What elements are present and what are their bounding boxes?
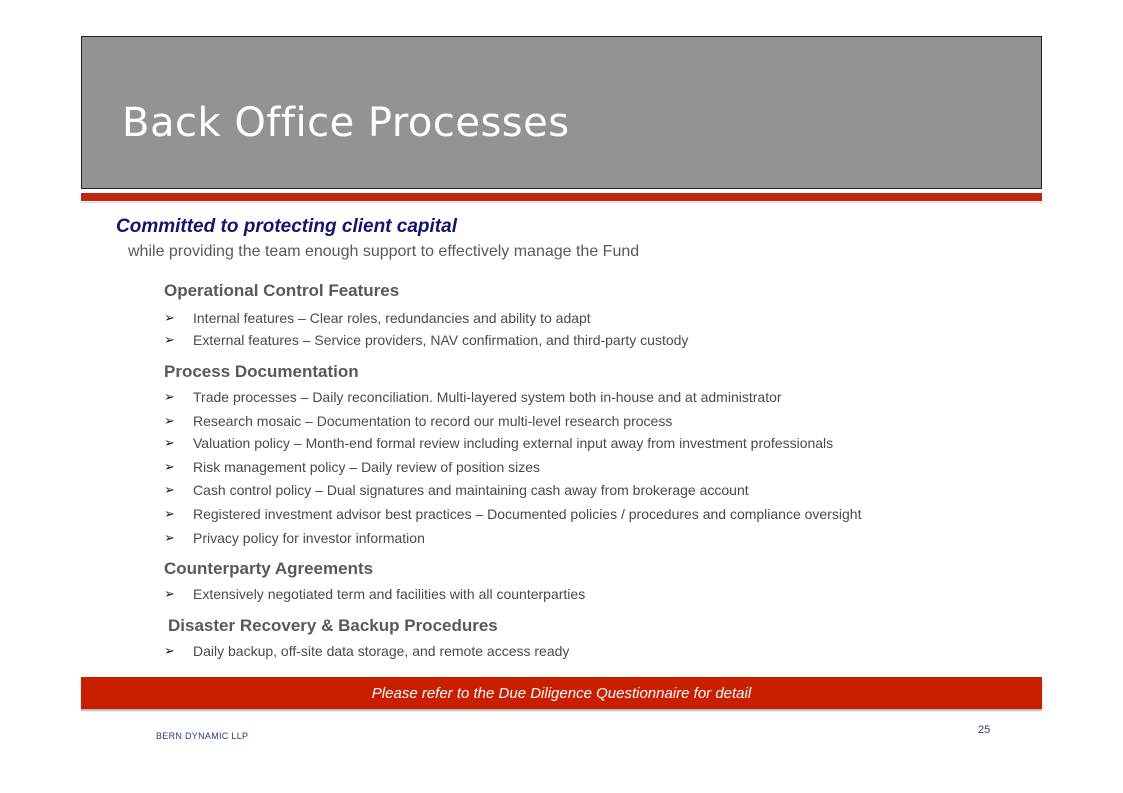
- list-item: [164, 504, 861, 524]
- bullet-text: Extensively negotiated term and facilities with all counterparties: [193, 586, 586, 602]
- footer-note: Please refer to the Due Diligence Questionnaire for detail: [371, 684, 752, 702]
- page-number: 25: [978, 724, 991, 736]
- bullet-text: Valuation policy – Month-end formal review including external input away from investment professionals: [193, 435, 834, 451]
- arrow-bullet-icon: ➢: [164, 310, 175, 325]
- list-item: [164, 387, 782, 407]
- list-item: [164, 457, 540, 477]
- section-title-counterparty-agreements: Counterparty Agreements: [164, 559, 374, 578]
- bullet-text: Risk management policy – Daily review of position sizes: [193, 459, 541, 475]
- section-title-disaster-recovery: Disaster Recovery & Backup Procedures: [168, 616, 498, 635]
- bullet-text: Internal features – Clear roles, redundancies and ability to adapt: [193, 310, 591, 326]
- arrow-bullet-icon: ➢: [164, 482, 175, 497]
- footer-note-bar: [81, 677, 1042, 709]
- list-item: [164, 528, 425, 548]
- arrow-bullet-icon: ➢: [164, 459, 175, 474]
- bullet-text: Research mosaic – Documentation to record our multi-level research process: [193, 413, 673, 429]
- list-item: [164, 330, 688, 350]
- arrow-bullet-icon: ➢: [164, 506, 175, 521]
- list-item: [164, 308, 591, 328]
- bullet-text: External features – Service providers, NAV confirmation, and third-party custody: [193, 332, 689, 348]
- bullet-text: Trade processes – Daily reconciliation. Multi-layered system both in-house and at administrator: [193, 389, 782, 405]
- title-divider-grey: [81, 202, 1042, 203]
- arrow-bullet-icon: ➢: [164, 643, 175, 658]
- arrow-bullet-icon: ➢: [164, 530, 175, 545]
- list-item: [164, 480, 749, 500]
- subheadline: while providing the team enough support to effectively manage the Fund: [128, 243, 640, 260]
- title-band: [81, 36, 1042, 189]
- arrow-bullet-icon: ➢: [164, 413, 175, 428]
- arrow-bullet-icon: ➢: [164, 586, 175, 601]
- list-item: [164, 641, 569, 661]
- bullet-text: Daily backup, off-site data storage, and remote access ready: [193, 643, 570, 659]
- company-name: BERN DYNAMIC LLP: [156, 731, 249, 741]
- arrow-bullet-icon: ➢: [164, 389, 175, 404]
- title-divider-red: [81, 193, 1042, 201]
- slide-title: Back Office Processes: [122, 100, 570, 146]
- list-item: [164, 433, 833, 453]
- bullet-text: Registered investment advisor best practices – Documented policies / procedures and compliance oversight: [193, 506, 862, 522]
- section-title-process-documentation: Process Documentation: [164, 362, 359, 381]
- list-item: [164, 411, 672, 431]
- bullet-text: Privacy policy for investor information: [193, 530, 425, 546]
- list-item: [164, 584, 585, 604]
- headline: Committed to protecting client capital: [116, 216, 457, 237]
- arrow-bullet-icon: ➢: [164, 332, 175, 347]
- section-title-operational-control: Operational Control Features: [164, 281, 400, 300]
- arrow-bullet-icon: ➢: [164, 435, 175, 450]
- bullet-text: Cash control policy – Dual signatures and maintaining cash away from brokerage account: [193, 482, 749, 498]
